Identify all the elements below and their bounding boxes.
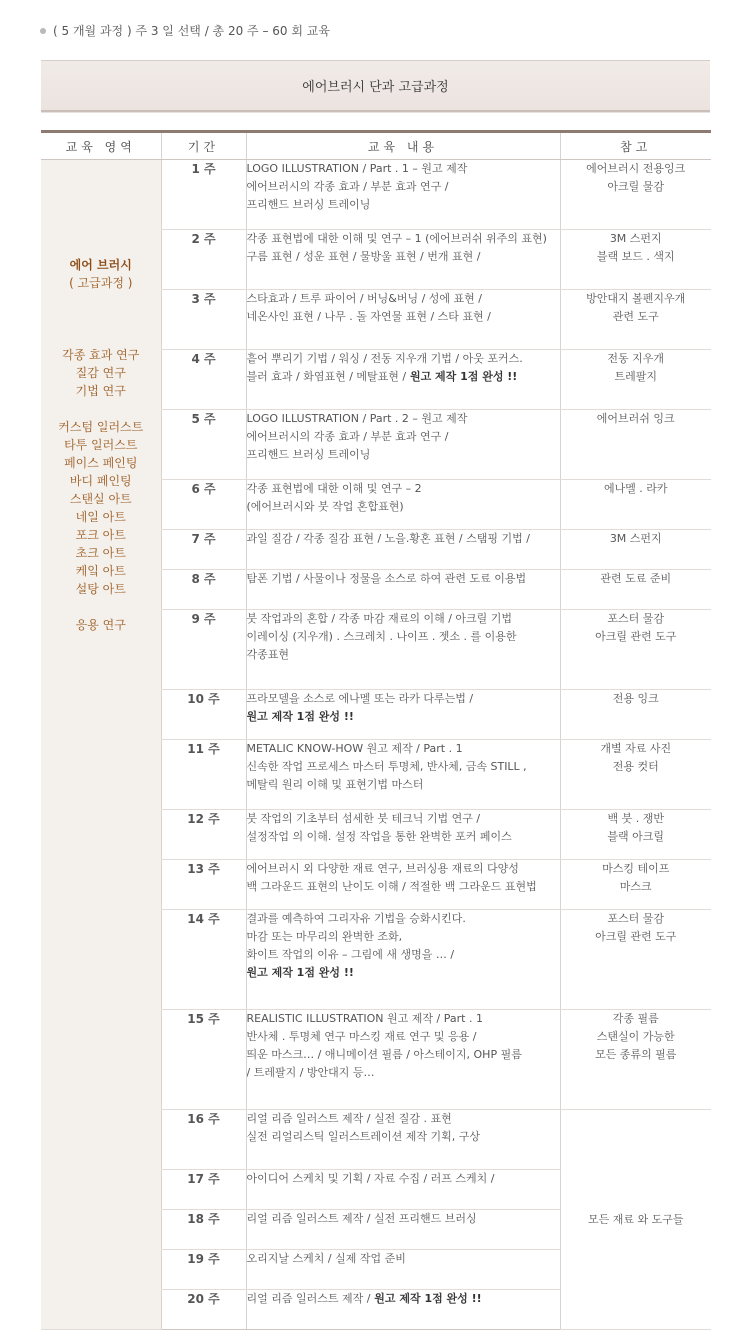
ref-cell — [560, 1010, 711, 1110]
ref-line: 아크릴 관련 도구 — [595, 930, 677, 943]
content-line: 리얼 리즘 일러스트 제작 / 실전 프리핸드 브러싱 — [246, 1212, 477, 1225]
ref-line: 모든 재료 와 도구들 — [588, 1212, 684, 1226]
content-cell — [246, 230, 560, 290]
area-topic: 네일 아트 — [75, 510, 126, 524]
content-line: 스타효과 / 트루 파이어 / 버닝&버닝 / 성에 표현 / — [246, 292, 483, 305]
content-line: 에어브러시의 각종 효과 / 부분 효과 연구 / — [246, 430, 449, 443]
content-line: 리얼 리즘 일러스트 제작 / 원고 제작 1점 완성 !! — [246, 1292, 482, 1305]
content-line: 결과를 예측하여 그리자유 기법을 승화시킨다. — [246, 912, 466, 925]
area-topic: 바디 페인팅 — [69, 474, 132, 488]
content-line: 띄운 마스크… / 애니메이션 필름 / 아스테이지, OHP 필름 — [246, 1048, 522, 1061]
course-title-text: 에어브러시 단과 고급과정 — [302, 80, 449, 95]
ref-line: 포스터 물감 — [607, 912, 665, 925]
area-subtitle: ( 고급과정 ) — [69, 276, 133, 290]
content-cell — [246, 860, 560, 910]
ref-cell — [560, 350, 711, 410]
ref-cell — [560, 480, 711, 530]
content-line: 각종표현 — [246, 648, 290, 661]
content-cell — [246, 1110, 560, 1170]
content-line: 실전 리얼리스틱 일러스트레이션 제작 기획, 구상 — [246, 1130, 480, 1143]
week-cell: 18 주 — [161, 1210, 246, 1250]
ref-line: 개별 자료 사진 — [600, 742, 672, 755]
content-line: 반사체 . 투명체 연구 마스킹 재료 연구 및 응용 / — [246, 1030, 477, 1043]
content-cell — [246, 810, 560, 860]
content-cell — [246, 290, 560, 350]
content-cell — [246, 690, 560, 740]
ref-line: 전동 지우개 — [607, 352, 665, 365]
ref-line: 3M 스펀지 — [609, 532, 662, 545]
content-line: 붓 작업의 기초부터 섬세한 붓 테크닉 기법 연구 / — [246, 812, 481, 825]
ref-line: 관련 도료 준비 — [600, 572, 672, 585]
content-line: 에어브러시의 각종 효과 / 부분 효과 연구 / — [246, 180, 449, 193]
curriculum-table — [41, 130, 711, 1330]
content-line: METALIC KNOW-HOW 원고 제작 / Part . 1 — [246, 742, 463, 755]
area-topic: 질감 연구 — [75, 366, 126, 380]
content-line: 아이디어 스케치 및 기획 / 자료 수집 / 러프 스케치 / — [246, 1172, 495, 1185]
content-cell — [246, 530, 560, 570]
area-topic: 기법 연구 — [75, 384, 126, 398]
table-header-row — [41, 132, 711, 160]
ref-cell — [560, 570, 711, 610]
week-cell: 19 주 — [161, 1250, 246, 1290]
week-cell: 13 주 — [161, 860, 246, 910]
ref-line: 아크릴 관련 도구 — [595, 630, 677, 643]
week-cell: 3 주 — [161, 290, 246, 350]
content-line: 에어브러시 외 다양한 재료 연구, 브러싱용 재료의 다양성 — [246, 862, 519, 875]
area-topic: 타투 일러스트 — [64, 438, 138, 452]
content-cell — [246, 740, 560, 810]
course-note-text: ( 5 개월 과정 ) 주 3 일 선택 / 총 20 주 – 60 회 교육 — [53, 24, 330, 38]
week-cell: 2 주 — [161, 230, 246, 290]
week-cell: 6 주 — [161, 480, 246, 530]
milestone-text: 원고 제작 1점 완성 !! — [370, 1292, 482, 1305]
area-topic: 스탠실 아트 — [69, 492, 132, 506]
area-title: 에어 브러시 — [69, 258, 132, 272]
ref-line: 에어브러시 전용잉크 — [586, 162, 686, 175]
ref-line: 모든 종류의 필름 — [595, 1048, 677, 1061]
ref-cell-merged — [560, 1110, 711, 1330]
ref-line: 3M 스펀지 — [609, 232, 662, 245]
content-line: 백 그라운드 표현의 난이도 이해 / 적절한 백 그라운드 표현법 — [246, 880, 537, 893]
content-cell — [246, 480, 560, 530]
week-cell: 9 주 — [161, 610, 246, 690]
table-row — [41, 160, 711, 230]
area-cell — [41, 160, 161, 1330]
ref-cell — [560, 160, 711, 230]
ref-line: 관련 도구 — [612, 310, 659, 323]
milestone-text: 원고 제작 1점 완성 !! — [246, 966, 354, 979]
ref-line: 각종 필름 — [612, 1012, 659, 1025]
content-line: 탐폰 기법 / 사물이나 정물을 소스로 하여 관련 도료 이용법 — [246, 572, 527, 585]
area-topic: 커스텀 일러스트 — [58, 420, 144, 434]
content-line: 프라모델을 소스로 에나멜 또는 라카 다루는법 / — [246, 692, 474, 705]
area-topic: 포크 아트 — [75, 528, 126, 542]
ref-cell — [560, 910, 711, 1010]
content-line: / 트레팔지 / 방안대지 등… — [246, 1066, 375, 1079]
content-line: 과일 질감 / 각종 질감 표현 / 노을.황혼 표현 / 스탬핑 기법 / — [246, 532, 530, 545]
header-content: 교육 내용 — [246, 132, 560, 160]
ref-line: 스탠실이 가능한 — [596, 1030, 675, 1043]
header-ref: 참고 — [560, 132, 711, 160]
week-cell: 4 주 — [161, 350, 246, 410]
ref-cell — [560, 810, 711, 860]
ref-line: 블랙 아크릴 — [607, 830, 665, 843]
content-line: 이레이싱 (지우개) . 스크레치 . 나이프 . 젯소 . 를 이용한 — [246, 630, 517, 643]
content-cell — [246, 610, 560, 690]
area-topic: 초크 아트 — [75, 546, 126, 560]
ref-line: 블랙 보드 . 색지 — [596, 250, 675, 263]
ref-line: 트레팔지 — [614, 370, 657, 383]
content-line: 화이트 작업의 이유 – 그림에 새 생명을 … / — [246, 948, 455, 961]
content-cell — [246, 1290, 560, 1330]
area-topic: 페이스 페인팅 — [64, 456, 138, 470]
content-line: 신속한 작업 프로세스 마스터 투명체, 반사체, 금속 STILL , — [246, 760, 527, 773]
ref-line: 백 붓 . 쟁반 — [607, 812, 664, 825]
area-topic: 각종 효과 연구 — [62, 348, 140, 362]
milestone-text: 원고 제작 1점 완성 !! — [246, 710, 354, 723]
content-line: 마감 또는 마무리의 완벽한 조화, — [246, 930, 403, 943]
week-cell: 10 주 — [161, 690, 246, 740]
week-cell: 1 주 — [161, 160, 246, 230]
content-line: 프리핸드 브러싱 트레이닝 — [246, 198, 371, 211]
course-title — [41, 60, 710, 112]
content-line: 각종 표현법에 대한 이해 및 연구 – 1 (에어브러쉬 위주의 표현) — [246, 232, 547, 245]
week-cell: 12 주 — [161, 810, 246, 860]
area-topic: 설탕 아트 — [75, 582, 126, 596]
week-cell: 11 주 — [161, 740, 246, 810]
ref-cell — [560, 530, 711, 570]
content-cell — [246, 410, 560, 480]
ref-line: 에어브러쉬 잉크 — [596, 412, 675, 425]
content-line: 오리지날 스케치 / 실제 작업 준비 — [246, 1252, 406, 1265]
week-cell: 20 주 — [161, 1290, 246, 1330]
ref-line: 에나멜 . 라카 — [603, 482, 668, 495]
ref-cell — [560, 690, 711, 740]
ref-line: 마스크 — [619, 880, 652, 893]
ref-cell — [560, 230, 711, 290]
content-line: 흩어 뿌리기 기법 / 워싱 / 전동 지우개 기법 / 아웃 포커스. — [246, 352, 523, 365]
ref-line: 방안대지 볼펜지우개 — [586, 292, 686, 305]
ref-cell — [560, 740, 711, 810]
content-line: 프리핸드 브러싱 트레이닝 — [246, 448, 371, 461]
content-line: 블러 효과 / 화염표현 / 메탈표현 / 원고 제작 1점 완성 !! — [246, 370, 518, 383]
content-cell — [246, 570, 560, 610]
content-cell — [246, 1210, 560, 1250]
ref-cell — [560, 290, 711, 350]
week-cell: 17 주 — [161, 1170, 246, 1210]
content-line: (에어브러시와 붓 작업 혼합표현) — [246, 500, 404, 513]
header-area: 교육 영역 — [41, 132, 161, 160]
content-line: 메탈릭 원리 이해 및 표현기법 마스터 — [246, 778, 424, 791]
week-cell: 14 주 — [161, 910, 246, 1010]
week-cell: 7 주 — [161, 530, 246, 570]
content-cell — [246, 1250, 560, 1290]
week-cell: 5 주 — [161, 410, 246, 480]
ref-cell — [560, 410, 711, 480]
course-note — [40, 22, 330, 39]
area-topic: 케잌 아트 — [75, 564, 126, 578]
content-line: 각종 표현법에 대한 이해 및 연구 – 2 — [246, 482, 422, 495]
bullet-icon — [40, 28, 46, 34]
content-cell — [246, 160, 560, 230]
week-cell: 16 주 — [161, 1110, 246, 1170]
week-cell: 8 주 — [161, 570, 246, 610]
content-line: REALISTIC ILLUSTRATION 원고 제작 / Part . 1 — [246, 1012, 483, 1025]
ref-line: 마스킹 테이프 — [602, 862, 670, 875]
ref-line: 전용 잉크 — [612, 692, 659, 705]
content-line: 구름 표현 / 성운 표현 / 물방울 표현 / 번개 표현 / — [246, 250, 481, 263]
week-cell: 15 주 — [161, 1010, 246, 1110]
ref-line: 포스터 물감 — [607, 612, 665, 625]
content-line: 리얼 리즘 일러스트 제작 / 실전 질감 . 표현 — [246, 1112, 452, 1125]
content-cell — [246, 350, 560, 410]
content-line: LOGO ILLUSTRATION / Part . 2 – 원고 제작 — [246, 412, 468, 425]
content-cell — [246, 1170, 560, 1210]
header-period: 기간 — [161, 132, 246, 160]
area-topic: 응용 연구 — [75, 618, 126, 632]
ref-line: 아크릴 물감 — [607, 180, 665, 193]
ref-cell — [560, 610, 711, 690]
content-cell — [246, 910, 560, 1010]
content-line: 네온사인 표현 / 나무 . 돌 자연물 표현 / 스타 표현 / — [246, 310, 491, 323]
ref-line: 전용 컷터 — [612, 760, 659, 773]
ref-cell — [560, 860, 711, 910]
milestone-text: 원고 제작 1점 완성 !! — [406, 370, 518, 383]
content-line: 붓 작업과의 혼합 / 각종 마감 재료의 이해 / 아크릴 기법 — [246, 612, 513, 625]
content-line: 설정작업 의 이해. 설정 작업을 통한 완벽한 포커 페이스 — [246, 830, 512, 843]
content-cell — [246, 1010, 560, 1110]
content-line: LOGO ILLUSTRATION / Part . 1 – 원고 제작 — [246, 162, 468, 175]
